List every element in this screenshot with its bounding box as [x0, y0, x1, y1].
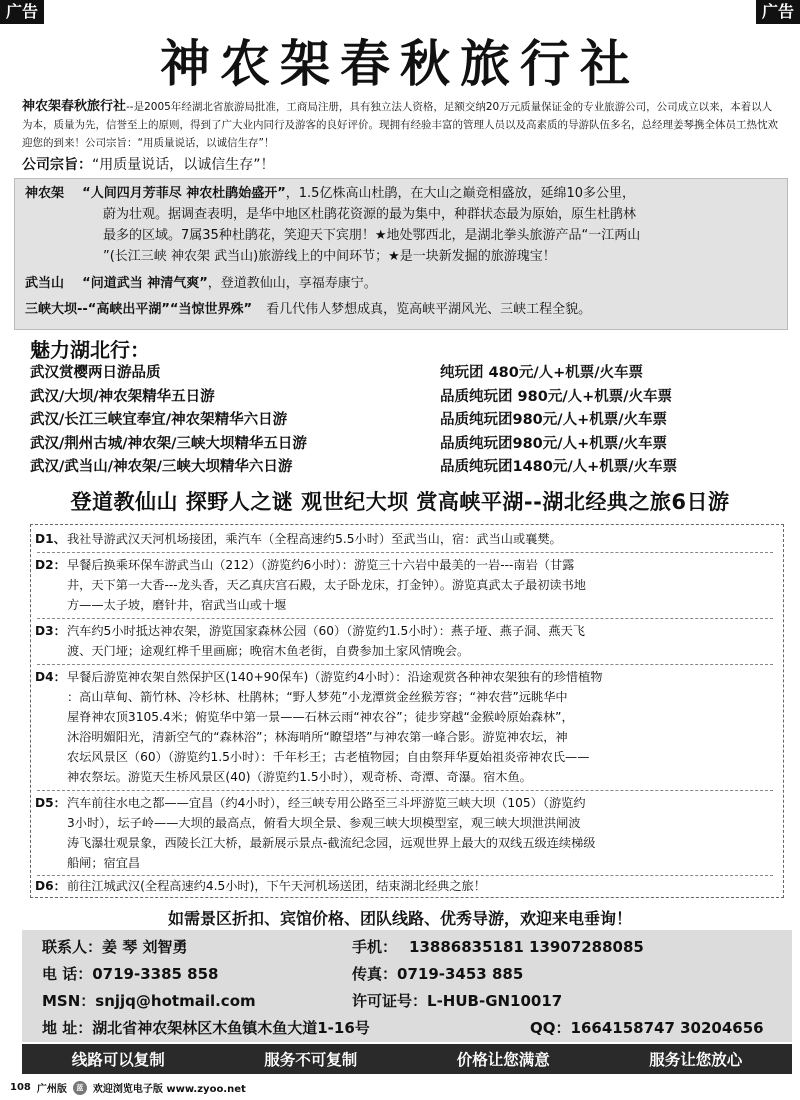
contact-address [42, 1017, 370, 1038]
contact-box [22, 930, 792, 1042]
day-line: 早餐后游览神农架自然保护区(140+90保车)（游览约4小时）：沿途观赏各种神农架独有的珍惜植物 [67, 670, 603, 684]
contact-label: 电 话： [42, 965, 93, 983]
spot-text-line: ”(长江三峡 神农架 武当山)旅游线上的中间环节；★是一块新发掘的旅游瑰宝！ [103, 249, 556, 264]
contact-value: 1664158747 30204656 [570, 1019, 764, 1037]
day-line: 屋脊神农顶3105.4米；俯览华中第一景——石林云雨“神农谷”；徒步穿越“金猴岭原始森林”， [67, 710, 574, 724]
page-number: 108 [10, 1082, 31, 1093]
intro-text: --是2005年经湖北省旅游局批准，工商局注册，具有独立法人资格，足额交纳20万元质量保证金的专业旅游公司，公司成立以来，本着以人为本，质量为先，信誉至上的原则，得到了广大业内同行及游客的良好评价。现拥有经验丰富的管理人员以及高素质的导游队伍多名，总经理姜琴携全体员工热忱欢迎您的到来！公司宗旨：“用质量说话，以诚信生存”！ [22, 101, 778, 149]
spot-headline: “问道武当 神清气爽” [82, 276, 208, 291]
day-line: 沐浴明媚阳光，清新空气的“森林浴”；林海哨所“瞭望塔”与神农第一峰合影。游览神农坛，神 [67, 730, 568, 744]
itinerary-day [35, 876, 775, 896]
contact-label: 传真： [352, 965, 398, 983]
slogan: 线路可以复制 [71, 1051, 165, 1069]
route-item [30, 456, 770, 480]
route-list [30, 362, 770, 480]
spots-box [14, 178, 788, 330]
contact-value: 姜 琴 刘智勇 [102, 938, 188, 956]
contact-phone [42, 963, 219, 984]
contact-value: L-HUB-GN10017 [427, 992, 563, 1010]
footer-link[interactable]: 欢迎浏览电子版 www.zyoo.net [92, 1084, 246, 1095]
day-line: 井，天下第一大香---龙头香，天乙真庆宫石殿，太子卧龙床，打金钟）。游览真武太子最初读书地 [67, 578, 586, 592]
route-name: 武汉/长江三峡宜奉宜/神农架精华六日游 [30, 412, 288, 428]
publisher-logo-icon: 蓝 [73, 1081, 87, 1095]
itinerary-box [30, 524, 784, 898]
page-footer [10, 1080, 246, 1095]
contact-fax [352, 963, 523, 984]
day-line: 方——太子坡，磨针井，宿武当山或十堰 [67, 598, 287, 612]
day-line: 农坛风景区（60）（游览约1.5小时）：千年杉王；古老植物园；自由祭拜华夏始祖炎帝神农氏—— [67, 750, 590, 764]
spot-text: ，1.5亿株高山杜鹃，在大山之巅竞相盛放，延绵10多公里， [285, 186, 635, 201]
itinerary-day [35, 793, 775, 873]
day-line: 前往江城武汉(全程高速约4.5小时)，下午天河机场送团，结束湖北经典之旅！ [67, 879, 486, 893]
page-title: 神农架春秋旅行社 [160, 35, 640, 93]
route-item [30, 433, 770, 457]
contact-msn [42, 990, 256, 1011]
day-line: 汽车约5小时抵达神农架，游览国家森林公园（60）（游览约1.5小时）：燕子垭、燕子洞、燕天飞 [67, 624, 585, 638]
spot-text-line: 蔚为壮观。据调查表明，是华中地区杜鹃花资源的最为集中，种群状态最为原始，原生杜鹃林 [103, 207, 637, 222]
route-price: 品质纯玩团1480元/人+机票/火车票 [440, 459, 678, 475]
contact-qq [530, 1017, 764, 1038]
contact-value: 湖北省神农架林区木鱼镇木鱼大道1-16号 [92, 1019, 370, 1037]
day-line: ：高山草甸、箭竹林、冷杉林、杜鹃林；“野人梦苑”小龙潭赏金丝猴芳容；“神农营”远眺华中 [67, 690, 568, 704]
spot-name: 武当山 [25, 276, 65, 291]
day-label: D5： [35, 796, 66, 810]
day-line: 早餐后换乘环保车游武当山（212）（游览约6小时）：游览三十六岩中最美的一岩---南岩（甘露 [67, 558, 575, 572]
route-item [30, 362, 770, 386]
contact-value: 0719-3453 885 [397, 965, 524, 983]
company-motto [22, 154, 275, 174]
tour-banner: 登道教仙山 探野人之谜 观世纪大坝 赏高峡平湖--湖北经典之旅6日游 [70, 490, 730, 514]
day-label: D2： [35, 558, 66, 572]
route-price: 纯玩团 480元/人+机票/火车票 [440, 365, 644, 381]
route-price: 品质纯玩团980元/人+机票/火车票 [440, 435, 668, 452]
day-label: D4： [35, 670, 66, 684]
contact-license [352, 990, 562, 1011]
spot-name: 神农架 [25, 186, 65, 201]
contact-person [42, 936, 187, 957]
day-line: 汽车前往水电之都——宜昌（约4小时），经三峡专用公路至三斗坪游览三峡大坝（105）（游览约 [67, 796, 586, 810]
motto-value: “用质量说话，以诚信生存”！ [92, 157, 275, 173]
intro-brand: 神农架春秋旅行社 [22, 99, 127, 114]
route-price: 品质纯玩团 980元/人+机票/火车票 [440, 388, 673, 405]
day-label: D6： [35, 879, 66, 893]
contact-value: snjjq@hotmail.com [95, 992, 256, 1010]
spot-headline: “人间四月芳菲尽 神农杜鹃始盛开” [82, 186, 286, 201]
slogan: 服务不可复制 [264, 1051, 358, 1069]
itinerary-day [35, 529, 775, 549]
edition-label: 广州版 [36, 1084, 67, 1095]
route-name: 武汉/武当山/神农架/三峡大坝精华六日游 [30, 459, 293, 475]
spot-shennongjia [25, 183, 777, 204]
route-item [30, 386, 770, 410]
itinerary-day [35, 621, 775, 661]
day-label: D1、 [35, 532, 66, 546]
agency-intro [22, 98, 782, 152]
route-item [30, 409, 770, 433]
contact-label: MSN： [42, 992, 96, 1010]
route-name: 武汉/大坝/神农架精华五日游 [30, 388, 215, 405]
slogan-bar [22, 1044, 792, 1074]
contact-value: 0719-3385 858 [92, 965, 219, 983]
spot-text: 看几代伟人梦想成真，览高峡平湖风光、三峡工程全貌。 [266, 302, 592, 317]
contact-label: QQ： [530, 1019, 571, 1037]
spot-wudang [25, 273, 777, 294]
contact-value: 13886835181 13907288085 [409, 938, 644, 956]
route-name: 武汉/荆州古城/神农架/三峡大坝精华五日游 [30, 435, 307, 452]
day-line: 我社导游武汉天河机场接团，乘汽车（全程高速约5.5小时）至武当山，宿：武当山或襄樊。 [67, 532, 562, 546]
spot-headline: --“高峡出平湖”“当惊世界殊” [77, 302, 252, 317]
spot-sanxia [25, 299, 777, 320]
section-title: 魅力湖北行： [30, 338, 150, 362]
contact-label: 联系人： [42, 938, 103, 956]
spot-text: ，登道教仙山，享福寿康宁。 [207, 276, 377, 291]
day-line: 3小时），坛子岭——大坝的最高点，俯看大坝全景、参观三峡大坝模型室，观三峡大坝泄洪闸波 [67, 816, 581, 830]
route-price: 品质纯玩团980元/人+机票/火车票 [440, 412, 668, 428]
day-line: 渡、天门垭；途观红桦千里画廊；晚宿木鱼老街，自费参加土家风情晚会。 [67, 644, 470, 658]
day-line: 神农祭坛。游览天生桥风景区(40)（游览约1.5小时），观奇桥、奇潭、奇瀑。宿木鱼。 [67, 770, 532, 784]
motto-label: 公司宗旨： [22, 157, 92, 173]
day-line: 涛飞瀑壮观景象，西陵长江大桥，最新展示景点-截流纪念园，远观世界上最大的双线五级连续梯级 [67, 836, 596, 850]
enquiry-text: 如需景区折扣、宾馆价格、团队线路、优秀导游，欢迎来电垂询！ [167, 909, 632, 928]
route-name: 武汉赏樱两日游品质 [30, 365, 161, 381]
contact-label: 许可证号： [352, 992, 428, 1010]
spot-text-line: 最多的区域。7属35种杜鹃花，笑迎天下宾朋！★地处鄂西北，是湖北拳头旅游产品“一江两山 [103, 228, 641, 243]
spot-name: 三峡大坝 [25, 302, 78, 317]
slogan: 服务让您放心 [649, 1051, 743, 1069]
day-label: D3： [35, 624, 66, 638]
contact-label: 地 址： [42, 1019, 93, 1037]
ad-tag-left: 广告 [0, 0, 44, 24]
contact-mobile [352, 936, 644, 957]
itinerary-day [35, 667, 775, 787]
contact-label: 手机： [352, 938, 398, 956]
itinerary-day [35, 555, 775, 615]
day-line: 船闸；宿宜昌 [67, 856, 141, 870]
ad-tag-right: 广告 [756, 0, 800, 24]
slogan: 价格让您满意 [456, 1051, 550, 1069]
